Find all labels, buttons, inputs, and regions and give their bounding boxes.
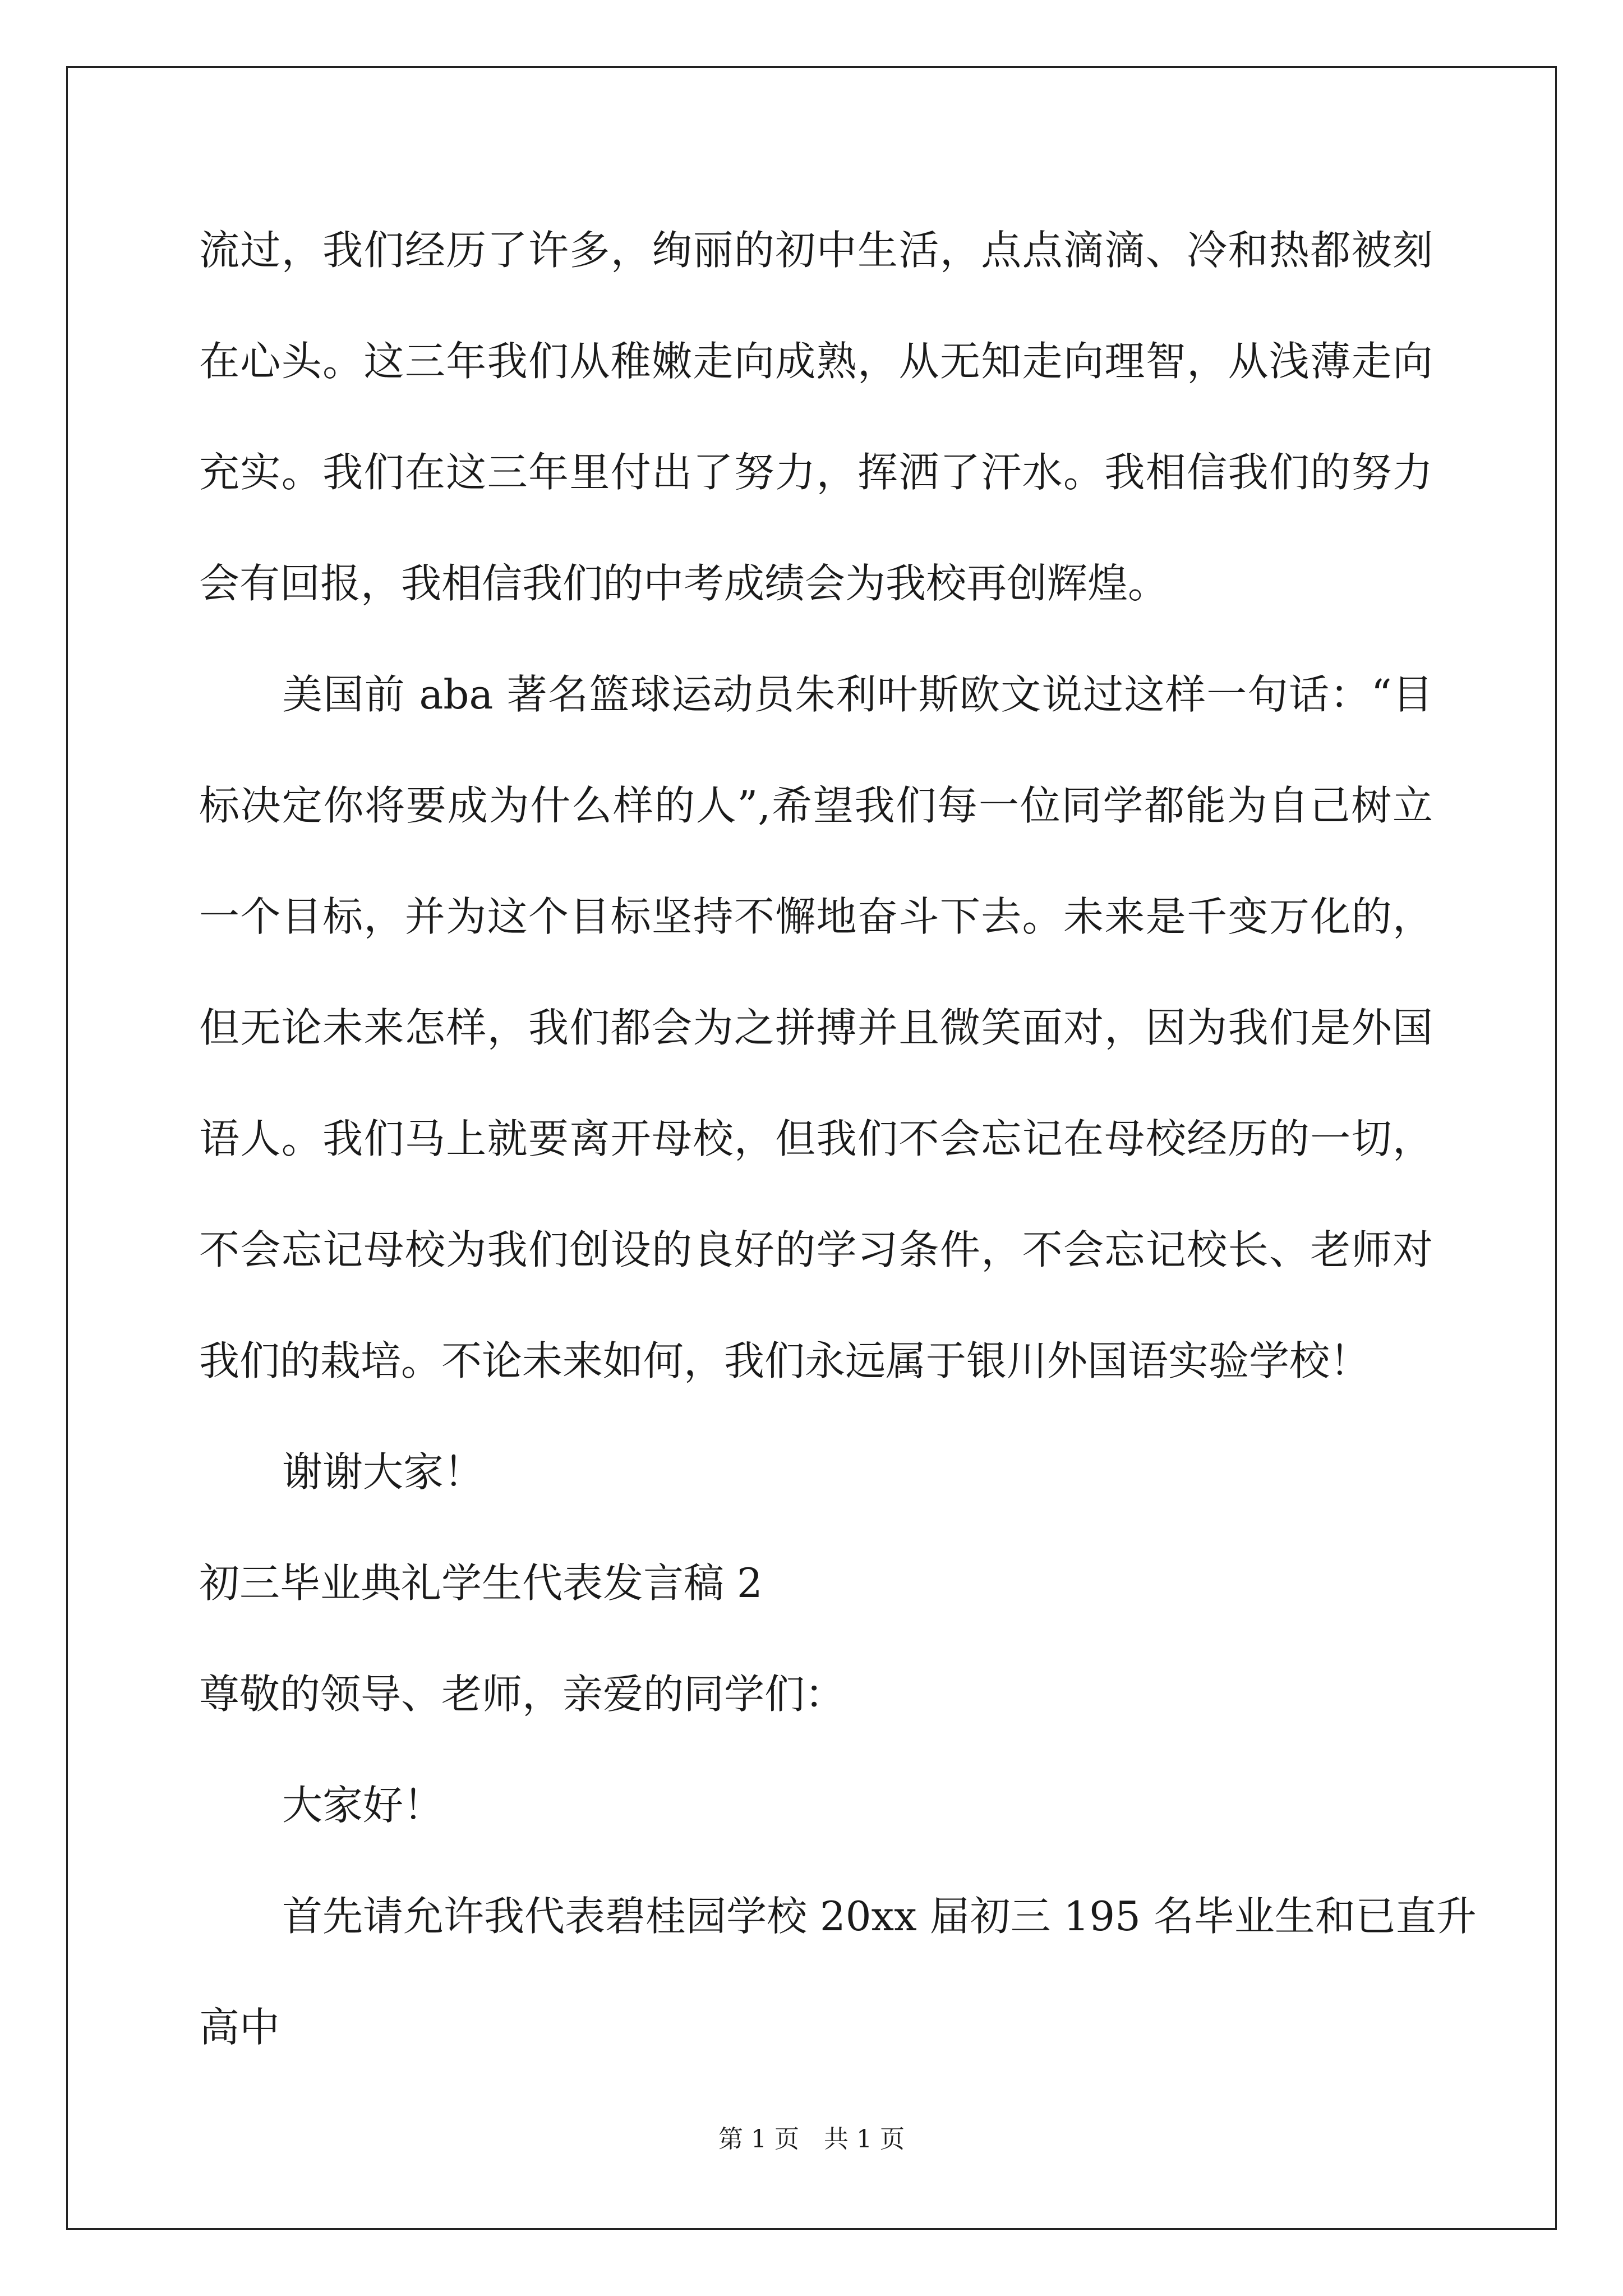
- page-footer: 第 1 页 共 1 页: [718, 2125, 905, 2154]
- section-heading: 初三毕业典礼学生代表发言稿 2: [199, 1559, 763, 1607]
- paragraph-line: 不会忘记母校为我们创设的良好的学习条件，不会忘记校长、老师对: [199, 1226, 1433, 1273]
- paragraph-line: 美国前 aba 著名篮球运动员朱利叶斯欧文说过这样一句话：“目: [282, 671, 1433, 718]
- paragraph-line: 流过，我们经历了许多，绚丽的初中生活，点点滴滴、冷和热都被刻: [199, 227, 1433, 274]
- greeting: 大家好！: [282, 1782, 444, 1829]
- paragraph-line: 但无论未来怎样，我们都会为之拼搏并且微笑面对，因为我们是外国: [199, 1004, 1433, 1051]
- paragraph-line: 我们的栽培。不论未来如何，我们永远属于银川外国语实验学校！: [199, 1337, 1371, 1384]
- salutation: 尊敬的领导、老师，亲爱的同学们：: [199, 1671, 846, 1718]
- paragraph-line: 会有回报，我相信我们的中考成绩会为我校再创辉煌。: [199, 560, 1169, 607]
- paragraph-line: 充实。我们在这三年里付出了努力，挥洒了汗水。我相信我们的努力: [199, 449, 1433, 496]
- paragraph-line: 首先请允许我代表碧桂园学校 20xx 届初三 195 名毕业生和已直升: [282, 1893, 1477, 1940]
- paragraph-line: 在心头。这三年我们从稚嫩走向成熟，从无知走向理智，从浅薄走向: [199, 338, 1433, 385]
- paragraph-line: 高中: [199, 2004, 280, 2051]
- paragraph-line: 语人。我们马上就要离开母校，但我们不会忘记在母校经历的一切，: [199, 1115, 1433, 1162]
- paragraph-line: 谢谢大家！: [282, 1448, 485, 1496]
- paragraph-line: 标决定你将要成为什么样的人”,希望我们每一位同学都能为自己树立: [199, 782, 1433, 829]
- paragraph-line: 一个目标，并为这个目标坚持不懈地奋斗下去。未来是千变万化的，: [199, 893, 1433, 940]
